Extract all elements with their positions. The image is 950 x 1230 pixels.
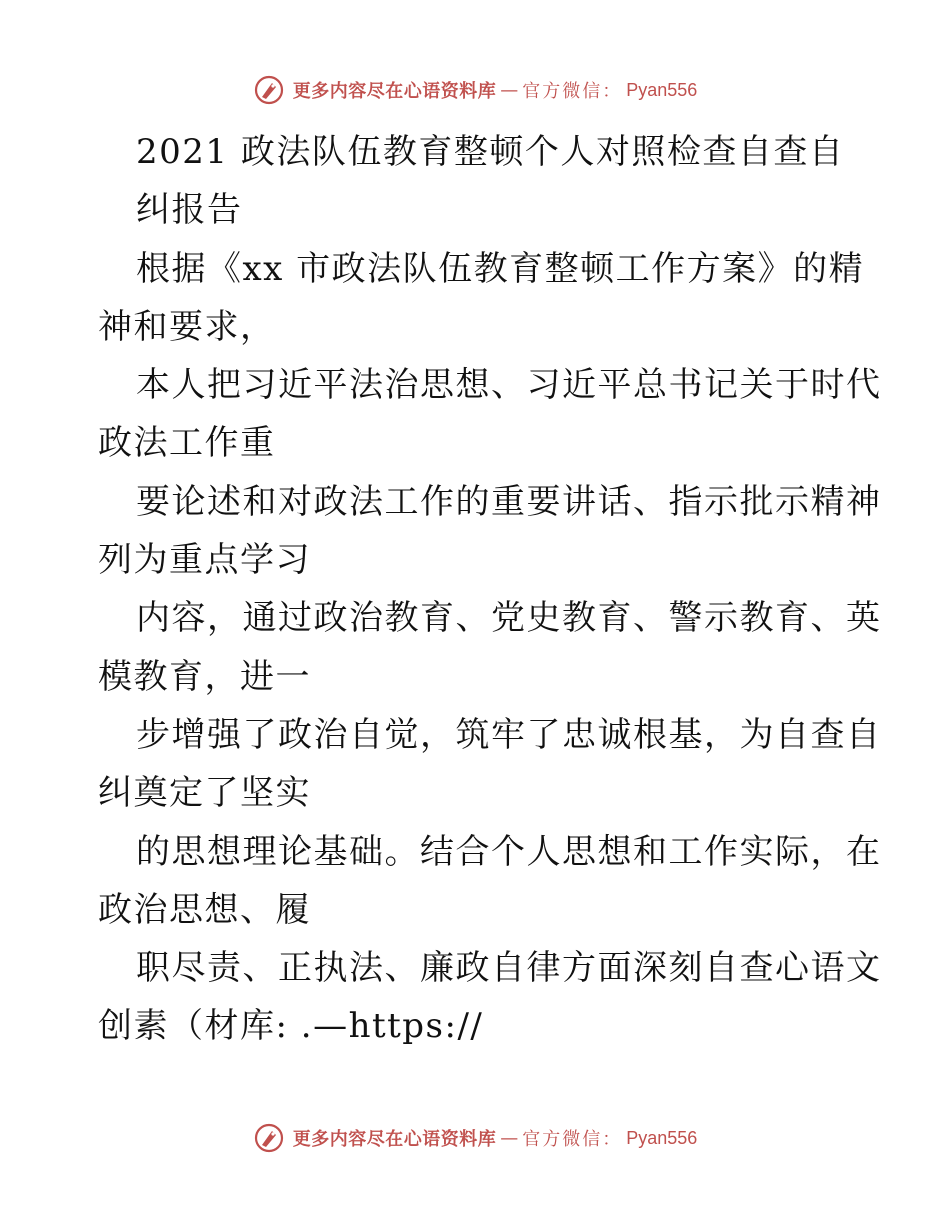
watermark-separator: — <box>500 79 519 101</box>
pen-nib-logo-icon <box>253 1122 285 1154</box>
paragraph-line: 创素（材库: .—https:// <box>98 1006 484 1047</box>
paragraph-line: 纠奠定了坚实 <box>98 773 311 814</box>
document-title-line-2: 纠报告 <box>136 190 243 231</box>
watermark-account-id: Pyan556 <box>626 1127 698 1148</box>
paragraph-line: 本人把习近平法治思想、习近平总书记关于时代 <box>136 365 882 406</box>
document-body <box>98 123 882 1056</box>
paragraph-line: 要论述和对政法工作的重要讲话、指示批示精神 <box>136 481 882 522</box>
paragraph-line: 内容，通过政治教育、党史教育、警示教育、英 <box>136 598 882 639</box>
paragraph-line: 政法工作重 <box>98 423 276 464</box>
watermark-account-id: Pyan556 <box>626 79 698 100</box>
watermark-main-text: 更多内容尽在心语资料库 <box>292 1129 497 1150</box>
paragraph-line: 职尽责、正执法、廉政自律方面深刻自查心语文 <box>136 948 882 989</box>
paragraph-line: 步增强了政治自觉，筑牢了忠诚根基，为自查自 <box>136 714 882 755</box>
watermark-official-label: 官方微信： <box>522 1129 623 1150</box>
header-watermark <box>0 70 950 110</box>
watermark-separator: — <box>500 1127 519 1149</box>
pen-nib-logo-icon <box>253 74 285 106</box>
paragraph-line: 神和要求， <box>98 306 276 347</box>
paragraph-line: 政治思想、履 <box>98 889 311 930</box>
paragraph-line: 列为重点学习 <box>98 540 311 581</box>
watermark-official-label: 官方微信： <box>522 81 623 102</box>
paragraph-line: 的思想理论基础。结合个人思想和工作实际，在 <box>136 831 882 872</box>
footer-watermark <box>0 1118 950 1158</box>
watermark-main-text: 更多内容尽在心语资料库 <box>292 81 497 102</box>
paragraph-line: 根据《xx 市政法队伍教育整顿工作方案》的精 <box>136 248 865 289</box>
document-title-line-1: 2021 政法队伍教育整顿个人对照检查自查自 <box>136 132 845 172</box>
paragraph-line: 模教育，进一 <box>98 656 311 697</box>
